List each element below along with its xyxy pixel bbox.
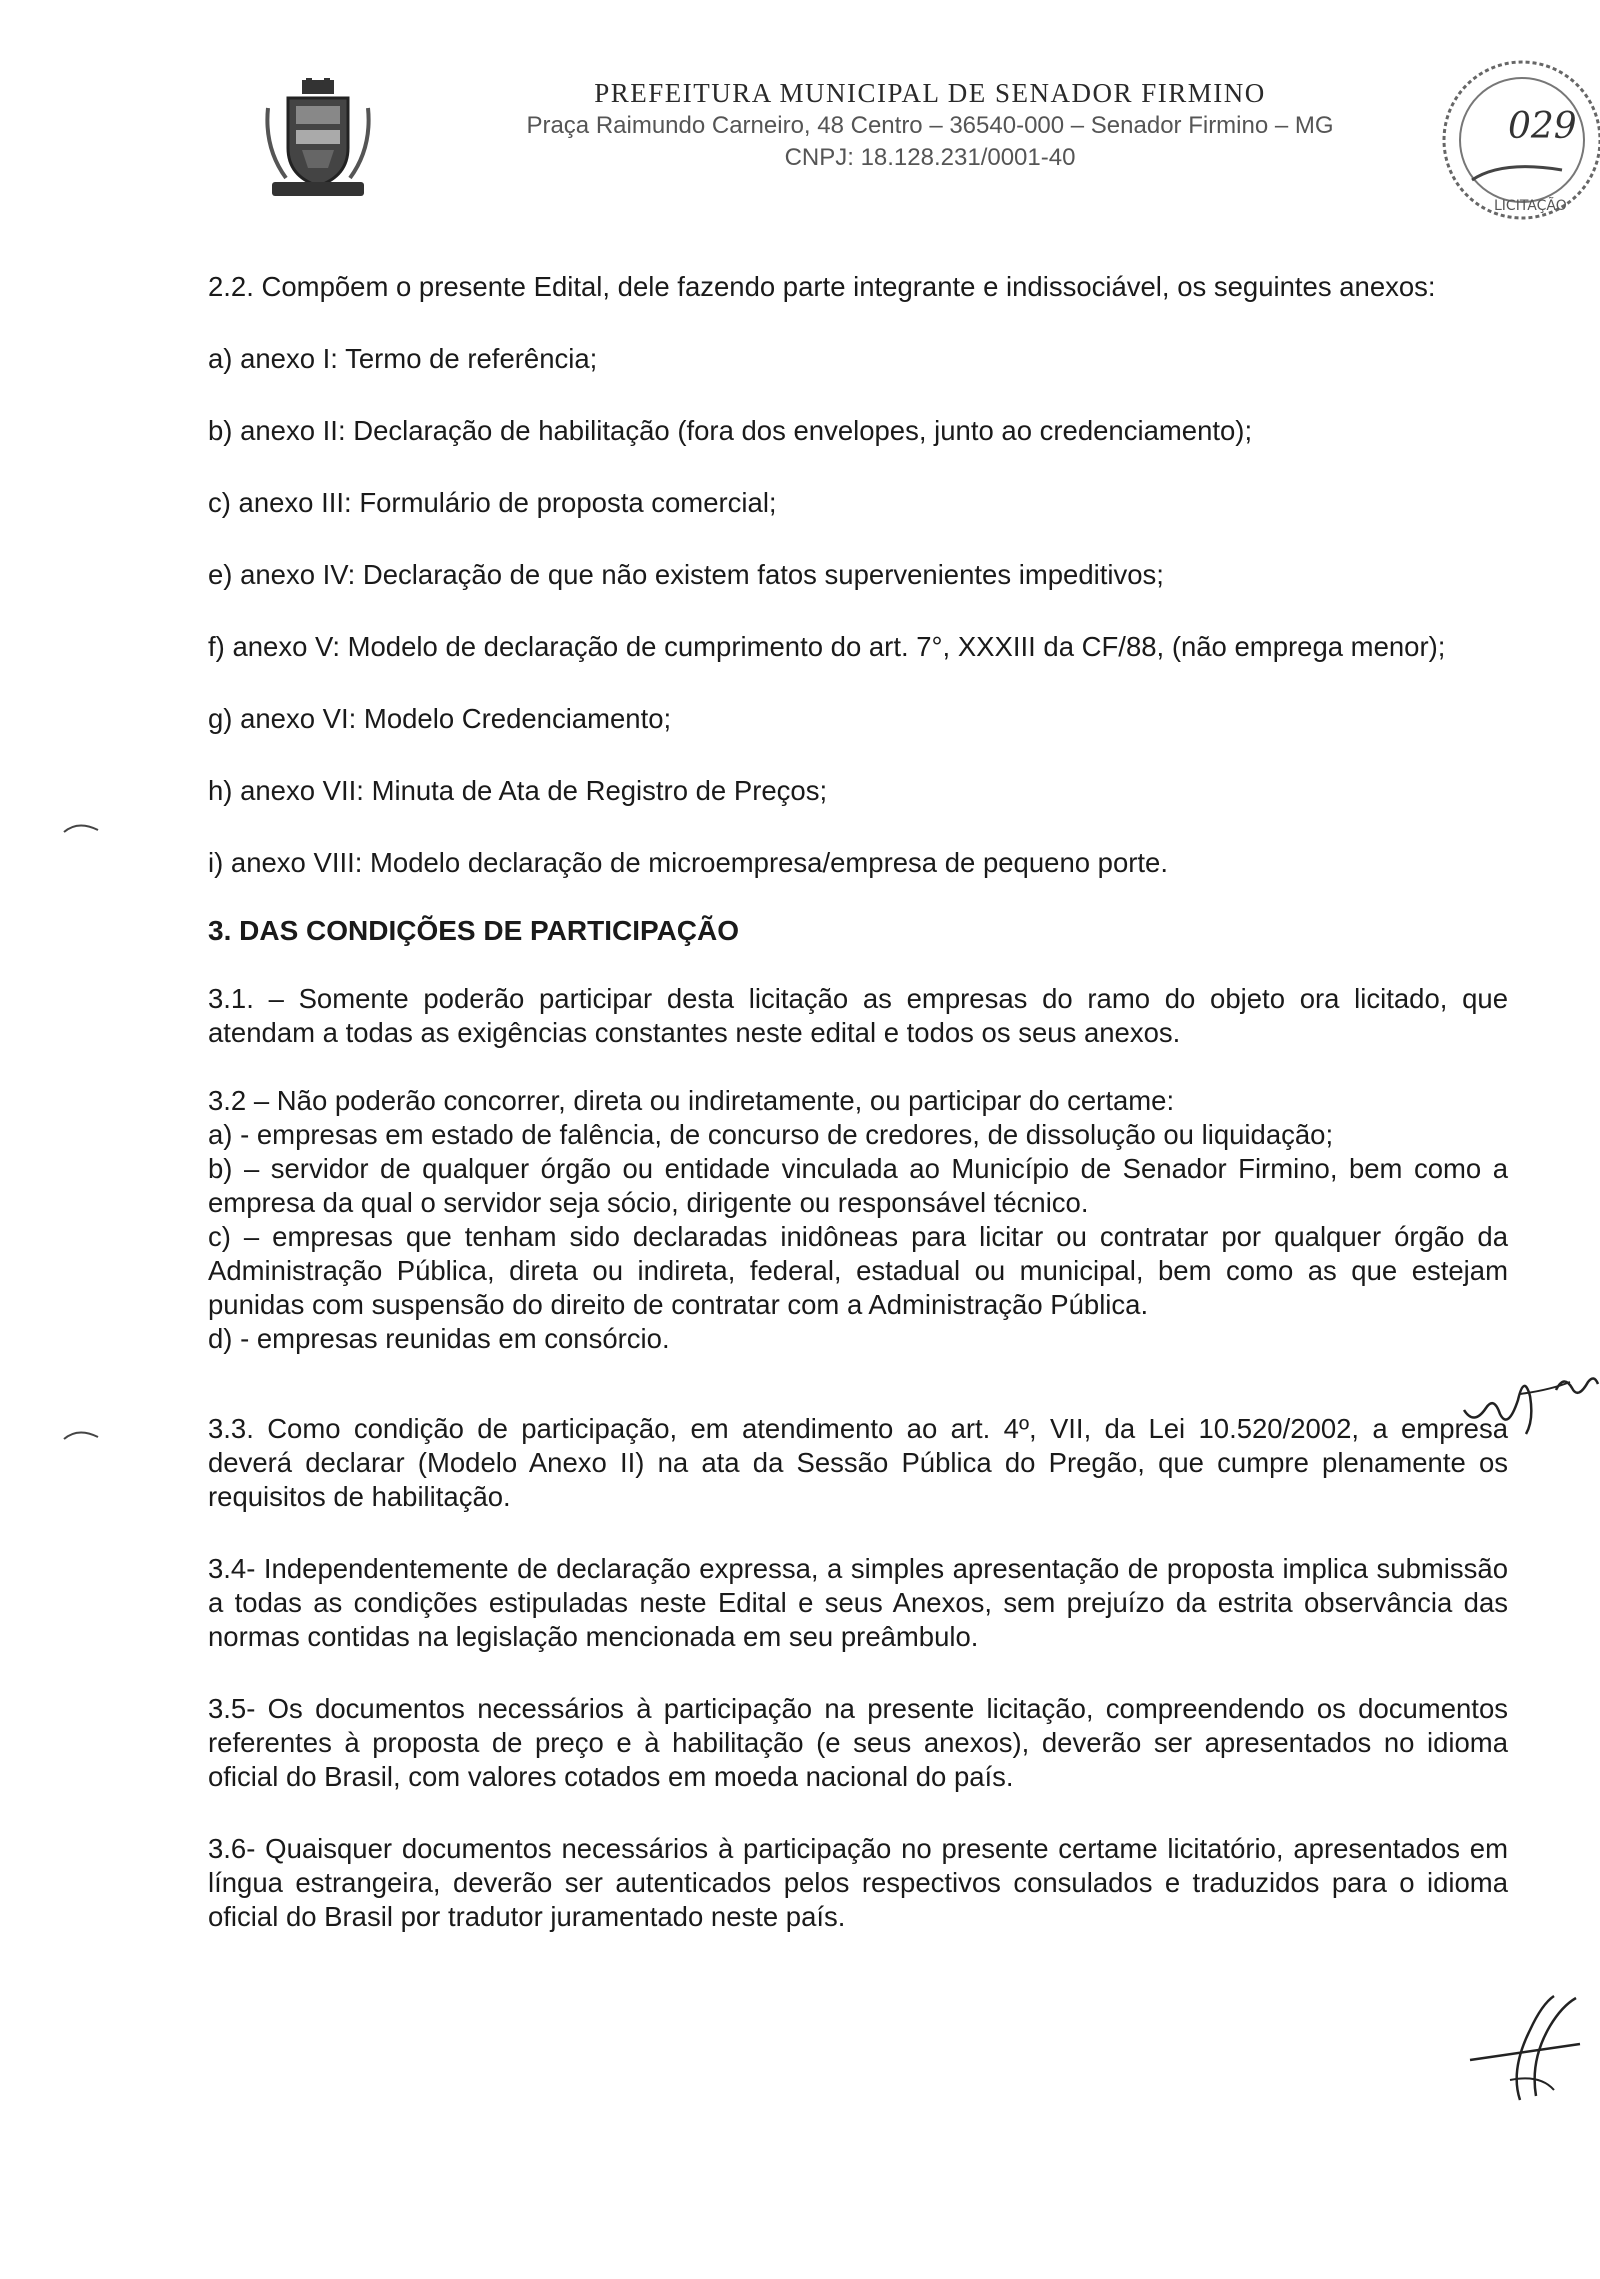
annex-item-c: c) anexo III: Formulário de proposta comercial; <box>208 487 777 518</box>
stamp-label: LICITAÇÃO <box>1494 198 1567 214</box>
margin-mark-icon <box>62 818 102 838</box>
annex-item-f: f) anexo V: Modelo de declaração de cumprimento do art. 7°, XXXIII da CF/88, (não emprega menor); <box>208 631 1446 662</box>
municipality-name: PREFEITURA MUNICIPAL DE SENADOR FIRMINO <box>594 78 1266 108</box>
annex-item-g: g) anexo VI: Modelo Credenciamento; <box>208 703 672 734</box>
paragraph-3-2-item-a: a) - empresas em estado de falência, de concurso de credores, de dissolução ou liquidação; <box>208 1119 1334 1150</box>
paragraph-3-3: 3.3. Como condição de participação, em atendimento ao art. 4º, VII, da Lei 10.520/2002, a empresa deverá declarar (Modelo Anexo II) na ata da Sessão Pública do Pregão, que cumpre plenamente os requisitos de habilitação. <box>208 1413 1508 1512</box>
licitacao-stamp-icon <box>1432 30 1600 230</box>
annex-item-i: i) anexo VIII: Modelo declaração de microempresa/empresa de pequeno porte. <box>208 847 1168 878</box>
document-header <box>430 76 1430 174</box>
margin-mark-icon <box>62 1425 102 1445</box>
paragraph-3-2-intro: 3.2 – Não poderão concorrer, direta ou indiretamente, ou participar do certame: <box>208 1085 1175 1116</box>
annex-item-e: e) anexo IV: Declaração de que não existem fatos supervenientes impeditivos; <box>208 559 1164 590</box>
stamp-number: 029 <box>1508 106 1577 147</box>
paragraph-3-5: 3.5- Os documentos necessários à participação na presente licitação, compreendendo os documentos referentes à proposta de preço e à habilitação (e seus anexos), deverão ser apresentados no idioma oficial do Brasil, com valores cotados em moeda nacional do país. <box>208 1693 1508 1792</box>
paragraph-3-2-item-d: d) - empresas reunidas em consórcio. <box>208 1323 670 1354</box>
paragraph-3-2 <box>208 1084 1508 1356</box>
annex-item-h: h) anexo VII: Minuta de Ata de Registro de Preços; <box>208 775 828 806</box>
paragraph-3-2-item-b: b) – servidor de qualquer órgão ou entidade vinculada ao Município de Senador Firmino, bem como a empresa da qual o servidor seja sócio, dirigente ou responsável técnico. <box>208 1153 1508 1218</box>
paragraph-3-6: 3.6- Quaisquer documentos necessários à participação no presente certame licitatório, apresentados em língua estrangeira, deverão ser autenticados pelos respectivos consulados e traduzidos para o idioma oficial do Brasil por tradutor juramentado neste país. <box>208 1833 1508 1932</box>
handwritten-signature-icon <box>1450 1990 1590 2110</box>
annex-item-a: a) anexo I: Termo de referência; <box>208 343 598 374</box>
paragraph-3-4: 3.4- Independentemente de declaração expressa, a simples apresentação de proposta implica submissão a todas as condições estipuladas neste Edital e seus Anexos, sem prejuízo da estrita observância das normas contidas na legislação mencionada em seu preâmbulo. <box>208 1553 1508 1652</box>
section-3-heading: 3. DAS CONDIÇÕES DE PARTICIPAÇÃO <box>208 915 740 946</box>
municipal-crest-icon <box>262 78 374 200</box>
handwritten-initials-icon <box>1460 1360 1600 1440</box>
paragraph-3-1: 3.1. – Somente poderão participar desta licitação as empresas do ramo do objeto ora licitado, que atendam a todas as exigências constantes neste edital e todos os seus anexos. <box>208 983 1508 1048</box>
section-2-2-intro: 2.2. Compõem o presente Edital, dele fazendo parte integrante e indissociável, os seguintes anexos: <box>208 271 1436 302</box>
municipality-cnpj: CNPJ: 18.128.231/0001-40 <box>784 144 1076 171</box>
document-body <box>208 270 1508 1934</box>
municipality-address: Praça Raimundo Carneiro, 48 Centro – 36540-000 – Senador Firmino – MG <box>526 112 1334 139</box>
annex-item-b: b) anexo II: Declaração de habilitação (fora dos envelopes, junto ao credenciamento); <box>208 415 1253 446</box>
paragraph-3-2-item-c: c) – empresas que tenham sido declaradas inidôneas para licitar ou contratar por qualquer órgão da Administração Pública, direta ou indireta, federal, estadual ou municipal, bem como as que estejam punidas com suspensão do direito de contratar com a Administração Pública. <box>208 1221 1508 1320</box>
